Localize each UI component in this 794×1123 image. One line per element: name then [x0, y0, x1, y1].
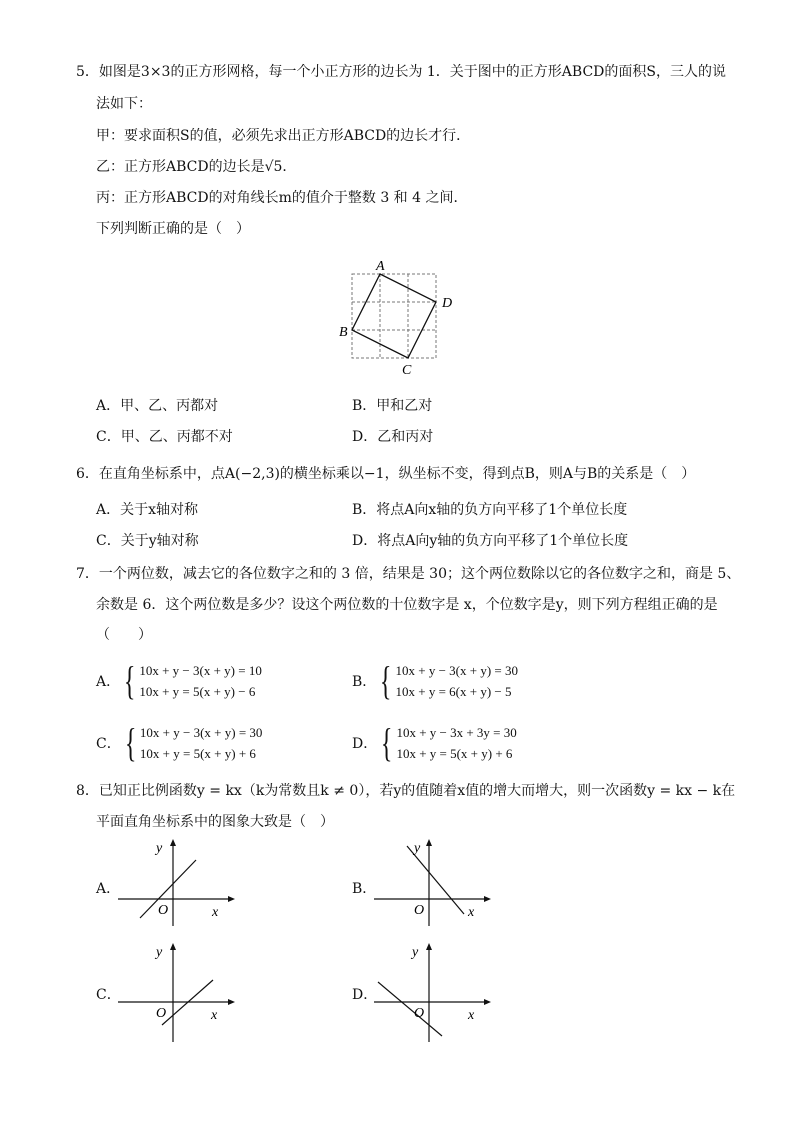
q6-stem: 6．在直角坐标系中，点A(−2,3)的横坐标乘以−1，纵坐标不变，得到点B，则A与B的关系是（ ）	[76, 466, 696, 482]
equation-2: 10x + y = 5(x + y) + 6	[139, 746, 256, 761]
option-label: C．	[96, 736, 121, 752]
x-arrow-icon	[484, 896, 491, 902]
q5-stem-line-1: 5．如图是3×3的正方形网格，每一个小正方形的边长为 1．关于图中的正方形ABCD的面积S，三人的说	[76, 64, 726, 80]
function-line	[378, 982, 442, 1036]
x-label: x	[211, 1008, 218, 1023]
q6-option-a: A．关于x轴对称	[96, 502, 199, 518]
y-label: y	[156, 945, 163, 960]
q8-option-d-label: D．	[352, 987, 378, 1003]
q7-stem-line-2: 余数是 6．这个两位数是多少？设这个两位数的十位数字是 x，个位数字是y，则下列方程组正确的是	[96, 597, 718, 613]
equation-2: 10x + y = 6(x + y) − 5	[395, 684, 512, 699]
q8-stem-line-1: 8．已知正比例函数y = kx（k为常数且k ≠ 0），若y的值随着x值的增大而增大，则一次函数y = kx − k在	[76, 783, 736, 799]
q8-option-c-label: C．	[96, 987, 121, 1003]
y-label: y	[414, 841, 421, 856]
x-arrow-icon	[484, 999, 491, 1005]
q5-question: 下列判断正确的是（ ）	[96, 221, 250, 237]
equation-1: 10x + y − 3(x + y) = 30	[139, 725, 263, 740]
square-abcd	[352, 274, 436, 358]
q8-graph-c	[118, 942, 238, 1042]
y-arrow-icon	[426, 943, 432, 950]
brace-icon: {	[123, 658, 136, 703]
origin-label: O	[414, 1006, 425, 1021]
q8-graph-a	[118, 838, 238, 926]
y-arrow-icon	[426, 839, 432, 846]
q6-option-c: C．关于y轴对称	[96, 533, 199, 549]
q8-stem-line-2: 平面直角坐标系中的图象大致是（ ）	[96, 814, 334, 830]
option-label: B．	[352, 674, 377, 690]
equation-1: 10x + y − 3(x + y) = 10	[139, 663, 262, 678]
label-d: D	[442, 296, 453, 311]
q7-option-a	[96, 660, 262, 702]
q5-option-a: A．甲、乙、丙都对	[96, 398, 219, 414]
q8-option-a-label: A．	[96, 881, 121, 897]
q5-statement-jia: 甲：要求面积S的值，必须先求出正方形ABCD的边长才行．	[96, 128, 471, 144]
brace-icon: {	[124, 720, 137, 765]
y-arrow-icon	[170, 839, 176, 846]
q5-option-d: D．乙和丙对	[352, 429, 434, 445]
q8-graph-d	[374, 942, 494, 1042]
q8-graph-b	[374, 838, 494, 926]
q6-option-d: D．将点A向y轴的负方向平移了1个单位长度	[352, 533, 629, 549]
x-label: x	[468, 1008, 475, 1023]
equation-2: 10x + y = 5(x + y) + 6	[396, 746, 513, 761]
grid-lines	[352, 274, 436, 358]
q8-option-b-label: B．	[352, 881, 377, 897]
q5-grid-figure	[330, 256, 465, 378]
equation-1: 10x + y − 3(x + y) = 30	[395, 663, 518, 678]
x-label: x	[468, 905, 475, 920]
q5-statement-yi: 乙：正方形ABCD的边长是√5．	[96, 159, 297, 175]
origin-label: O	[158, 903, 169, 918]
brace-icon: {	[381, 720, 393, 765]
q7-option-d	[352, 722, 517, 764]
q7-stem-line-3: （ ）	[96, 627, 152, 643]
label-a: A	[376, 259, 385, 274]
q7-stem-line-1: 7．一个两位数，减去它的各位数字之和的 3 倍，结果是 30；这个两位数除以它的各位数字之和，商是 5、	[76, 566, 741, 582]
x-arrow-icon	[228, 896, 235, 902]
q5-option-b: B．甲和乙对	[352, 398, 433, 414]
q6-option-b: B．将点A向x轴的负方向平移了1个单位长度	[352, 502, 628, 518]
x-label: x	[212, 905, 219, 920]
option-label: A．	[96, 674, 121, 690]
y-arrow-icon	[170, 943, 176, 950]
y-label: y	[412, 945, 419, 960]
q5-option-c: C．甲、乙、丙都不对	[96, 429, 233, 445]
label-b: B	[339, 325, 348, 340]
y-label: y	[156, 841, 163, 856]
q5-stem-line-2: 法如下：	[96, 96, 152, 112]
option-label: D．	[352, 736, 378, 752]
q5-statement-bing: 丙：正方形ABCD的对角线长m的值介于整数 3 和 4 之间．	[96, 190, 468, 206]
equation-1: 10x + y − 3x + 3y = 30	[396, 725, 517, 740]
brace-icon: {	[380, 658, 392, 703]
label-c: C	[402, 363, 412, 378]
q7-option-c	[96, 722, 262, 764]
x-arrow-icon	[228, 999, 235, 1005]
origin-label: O	[414, 903, 425, 918]
origin-label: O	[156, 1006, 167, 1021]
q7-option-b	[352, 660, 518, 702]
equation-2: 10x + y = 5(x + y) − 6	[139, 684, 256, 699]
